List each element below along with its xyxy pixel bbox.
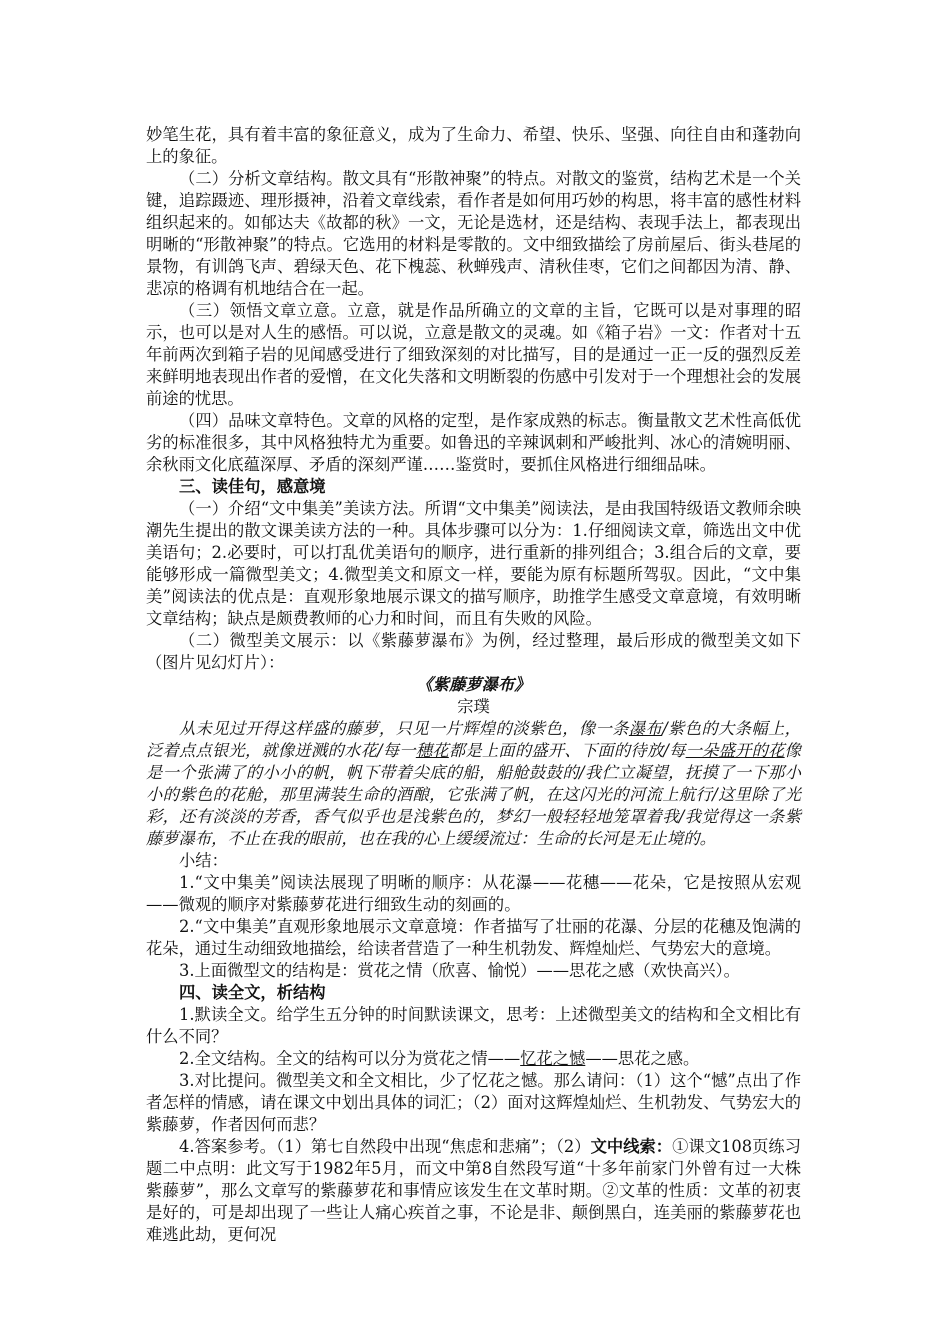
summary-item-1: 1.“文中集美”阅读法展现了明晰的顺序：从花瀑——花穗——花朵，它是按照从宏观——微观的顺序对紫藤萝花进行细致生动的刻画的。	[146, 873, 801, 914]
poem-title: 《紫藤萝瀑布》	[416, 675, 531, 694]
poem-author: 宗璞	[457, 697, 490, 716]
paragraph-structure: （二）分析文章结构。散文具有“形散神聚”的特点。对散文的鉴赏，结构艺术是一个关键，追踪蹑迹、理形摄神，沿着文章线索，看作者是如何用巧妙的构思，将丰富的感性材料组织起来的。如郁达夫《故都的秋》一文，无论是选材，还是结构、表现手法上，都表现出明晰的“形散神聚”的特点。它选用的材料是零散的。文中细致描绘了房前屋后、街头巷尾的景物，有训鸽飞声、碧绿天色、花下槐蕊、秋蝉残声、清秋佳枣，它们之间都因为清、静、悲凉的格调有机地结合在一起。	[146, 169, 801, 298]
paragraph-showcase: （二）微型美文展示：以《紫藤萝瀑布》为例，经过整理，最后形成的微型美文如下（图片见幻灯片）：	[146, 631, 801, 672]
poem-text: 从未见过开得这样盛的藤萝，只见一片辉煌的淡紫色，像一条瀑布/紫色的大条幅上，泛着点点银光，就像迸溅的水花/每一穗花都是上面的盛开、下面的待放/每一朵盛开的花像是一个张满了的小小的帆，帆下带着尖底的船，船舱鼓鼓的/我伫立凝望，抚摸了一下那小小的紫色的花舱，那里满装生命的酒酿，它张满了帆，在这闪光的河流上航行/这里除了光彩，还有淡淡的芳香，香气似乎也是浅紫色的，梦幻一般轻轻地笼罩着我/我觉得这一条紫藤萝瀑布，不止在我的眼前，也在我的心上缓缓流过：生命的长河是无止境的。	[146, 719, 801, 848]
underlined-phrase: 忆花之憾	[520, 1049, 586, 1068]
underlined-phrase: 穗花	[415, 741, 449, 760]
section-heading-4: 四、读全文，析结构	[179, 983, 326, 1002]
reading-item-1: 1.默读全文。给学生五分钟的时间默读课文，思考：上述微型美文的结构和全文相比有什么不同？	[146, 1005, 801, 1046]
underlined-phrase: 瀑布	[628, 719, 663, 738]
paragraph-style: （四）品味文章特色。文章的风格的定型，是作家成熟的标志。衡量散文艺术性高低优劣的标准很多，其中风格独特尤为重要。如鲁迅的辛辣讽刺和严峻批判、冰心的清婉明丽、余秋雨文化底蕴深厚、矛盾的深刻严谨……鉴赏时，要抓住风格进行细细品味。	[146, 411, 801, 474]
reading-item-4: 4.答案参考。（1）第七自然段中出现“焦虑和悲痛”；（2）文中线索：①课文108页练习题二中点明：此文写于1982年5月，而文中第8自然段写道“十多年前家门外曾有过一大株紫藤萝”，那么文章写的紫藤萝花和事情应该发生在文革时期。②文革的性质：文革的初衷是好的，可是却出现了一些让人痛心疾首之事，不论是非、颠倒黑白，连美丽的紫藤萝花也难逃此劫，更何况	[146, 1137, 801, 1244]
paragraph-continuation: 妙笔生花，具有着丰富的象征意义，成为了生命力、希望、快乐、坚强、向往自由和蓬勃向上的象征。	[146, 125, 801, 166]
reading-item-3: 3.对比提问。微型美文和全文相比，少了忆花之憾。那么请问：（1）这个“憾”点出了作者怎样的情感，请在课文中划出具体的词汇；（2）面对这辉煌灿烂、生机勃发、气势宏大的紫藤萝，作者因何而悲？	[146, 1071, 801, 1134]
summary-label: 小结：	[179, 851, 228, 870]
reading-item-2: 2.全文结构。全文的结构可以分为赏花之情——忆花之憾——思花之感。	[179, 1049, 700, 1068]
section-heading-3: 三、读佳句，感意境	[179, 477, 326, 496]
document-body	[146, 124, 801, 1246]
summary-item-3: 3.上面微型文的结构是：赏花之情（欣喜、愉悦）——思花之感（欢快高兴）。	[179, 961, 740, 980]
underlined-phrase: 一朵盛开的花	[685, 741, 785, 760]
bold-phrase: 文中线索：	[590, 1137, 673, 1156]
summary-item-2: 2.“文中集美”直观形象地展示文章意境：作者描写了壮丽的花瀑、分层的花穗及饱满的花朵，通过生动细致地描绘，给读者营造了一种生机勃发、辉煌灿烂、气势宏大的意境。	[146, 917, 801, 958]
paragraph-theme: （三）领悟文章立意。立意，就是作品所确立的文章的主旨，它既可以是对事理的昭示，也可以是对人生的感悟。可以说，立意是散文的灵魂。如《箱子岩》一文：作者对十五年前两次到箱子岩的见闻感受进行了细致深刻的对比描写，目的是通过一正一反的强烈反差来鲜明地表现出作者的爱憎，在文化失落和文明断裂的伤感中引发对于一个理想社会的发展前途的忧思。	[146, 301, 801, 408]
paragraph-method: （一）介绍“文中集美”美读方法。所谓“文中集美”阅读法，是由我国特级语文教师余映潮先生提出的散文课美读方法的一种。具体步骤可以分为：1.仔细阅读文章，筛选出文中优美语句；2.必要时，可以打乱优美语句的顺序，进行重新的排列组合；3.组合后的文章，要能够形成一篇微型美文；4.微型美文和原文一样，要能为原有标题所驾驭。因此，“文中集美”阅读法的优点是：直观形象地展示课文的描写顺序，助推学生感受文章意境，有效明晰文章结构；缺点是颇费教师的心力和时间，而且有失败的风险。	[146, 499, 801, 628]
